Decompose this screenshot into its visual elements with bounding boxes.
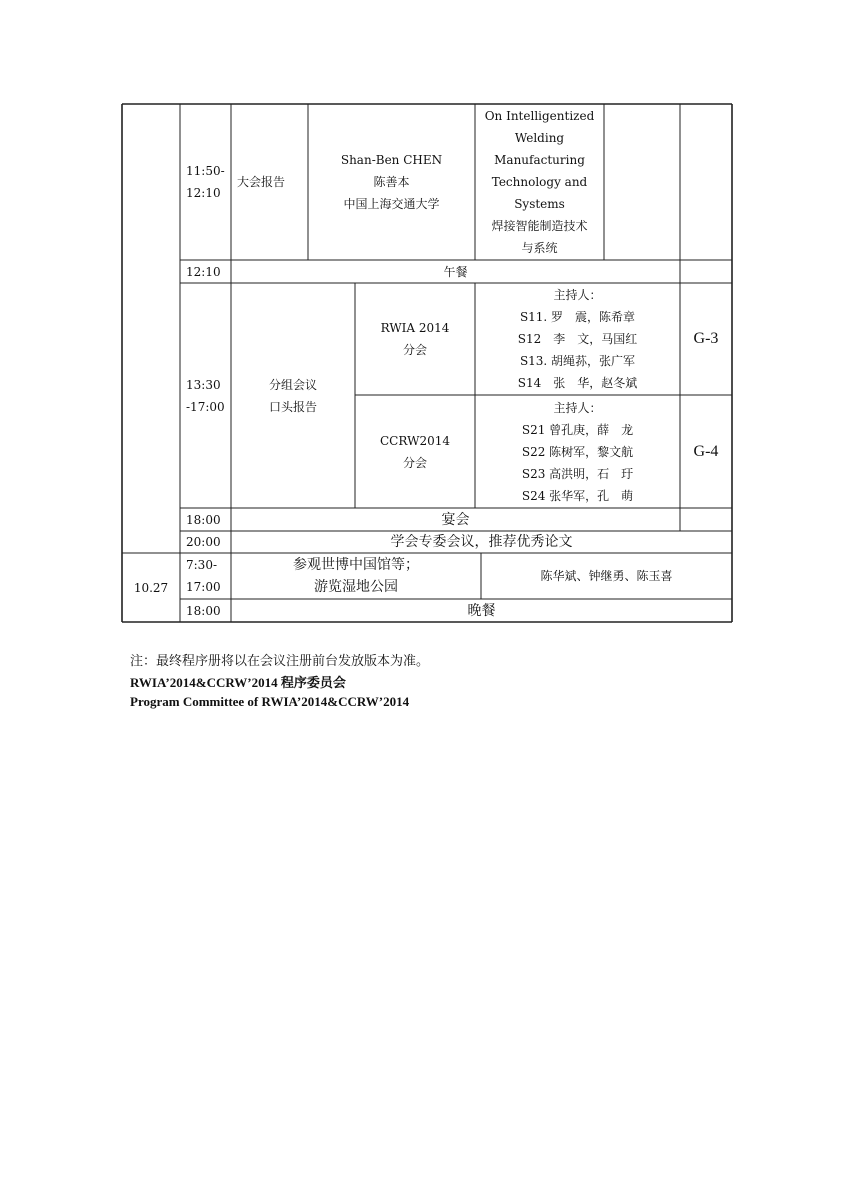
activity-line: 参观世博中国馆等； — [293, 557, 419, 573]
room-label: G-3 — [693, 330, 719, 347]
day2-date — [122, 553, 180, 622]
meeting-label — [231, 531, 732, 553]
time-line: 7:30- — [186, 558, 218, 572]
event-label: 宴会 — [441, 511, 470, 528]
title-line: Systems — [514, 197, 565, 211]
rwia-session-name — [355, 283, 475, 395]
keynote-time — [180, 104, 231, 260]
day2-activity — [231, 553, 481, 599]
speaker-name-cn: 陈善本 — [373, 175, 410, 189]
event-label: 晚餐 — [467, 602, 496, 619]
time-line: 17:00 — [186, 580, 221, 594]
chair-line: S14 张 华，赵冬斌 — [517, 376, 638, 390]
chair-line: S13. 胡绳荪，张广军 — [519, 354, 636, 368]
session-type-label: 分组会议 — [268, 377, 317, 392]
event-label: 学会专委会议，推荐优秀论文 — [390, 534, 573, 550]
time-text: 12:10 — [186, 264, 221, 279]
title-line: 与系统 — [521, 241, 558, 255]
time-line: -17:00 — [186, 399, 225, 414]
sessions-type — [231, 283, 355, 508]
title-line: On Intelligentized — [484, 109, 595, 123]
speaker-affiliation: 中国上海交通大学 — [343, 197, 440, 211]
session-type-label: 口头报告 — [268, 399, 317, 414]
session-name: 分会 — [402, 455, 427, 470]
lunch-label — [231, 260, 680, 283]
speaker-name-en: Shan-Ben CHEN — [340, 153, 443, 167]
keynote-title — [475, 104, 604, 260]
committee-en: Program Committee of RWIA’2014&CCRW’2014 — [130, 694, 410, 709]
event-label: 午餐 — [443, 264, 468, 279]
chair-line: S23 高洪明，石 玗 — [521, 466, 634, 481]
chair-line: S24 张华军，孔 萌 — [521, 488, 634, 503]
chair-line: S12 李 文，马国红 — [517, 332, 638, 346]
time-text: 20:00 — [186, 535, 221, 549]
dinner-time — [180, 599, 231, 622]
session-name: 分会 — [402, 343, 427, 357]
activity-line: 游览湿地公园 — [314, 579, 398, 595]
rwia-chairs — [475, 283, 680, 395]
ccrw-chairs — [475, 395, 680, 508]
rwia-room — [680, 283, 732, 395]
title-line: Technology and — [491, 175, 588, 189]
dinner-label — [231, 599, 732, 622]
chair-line: 主持人： — [553, 400, 602, 415]
time-text: 18:00 — [186, 512, 221, 527]
date-text: 10.27 — [133, 580, 169, 595]
time-line: 13:30 — [186, 377, 221, 392]
sessions-time — [180, 283, 231, 508]
banquet-time — [180, 508, 231, 531]
keynote-type — [231, 104, 308, 260]
session-name: CCRW2014 — [379, 433, 450, 448]
chair-line: 主持人： — [553, 288, 602, 302]
title-line: Welding — [514, 131, 565, 145]
session-name: RWIA 2014 — [380, 321, 450, 335]
chair-line: S11. 罗 震，陈希章 — [519, 310, 636, 324]
session-type-label: 大会报告 — [237, 175, 286, 189]
lunch-time — [180, 260, 231, 283]
day2-time — [180, 553, 231, 599]
meeting-time — [180, 531, 231, 553]
time-text: 18:00 — [186, 603, 221, 618]
time-line: 11:50- — [186, 164, 225, 178]
title-line: Manufacturing — [494, 153, 585, 167]
keynote-speaker — [308, 104, 475, 260]
footer-note: 注：最终程序册将以在会议注册前台发放版本为准。 — [130, 654, 430, 669]
banquet-label — [231, 508, 680, 531]
chair-line: S22 陈树军，黎文航 — [521, 444, 634, 459]
time-line: 12:10 — [186, 186, 221, 200]
people-text: 陈华斌、钟继勇、陈玉喜 — [540, 569, 673, 583]
committee-cn: RWIA’2014&CCRW’2014 程序委员会 — [130, 675, 346, 690]
ccrw-session-name — [355, 395, 475, 508]
ccrw-room — [680, 395, 732, 508]
chair-line: S21 曾孔庚，薛 龙 — [521, 422, 634, 437]
room-label: G-4 — [693, 442, 719, 460]
title-line: 焊接智能制造技术 — [491, 219, 588, 233]
day2-people — [481, 553, 732, 599]
